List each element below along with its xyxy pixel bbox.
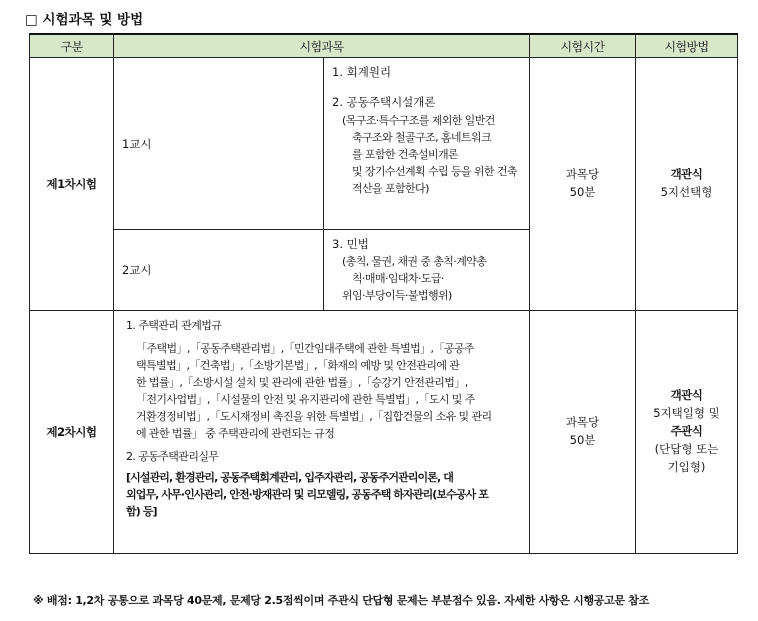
round1-subject2-line: 를 포함한 건축설비개론 (352, 147, 459, 161)
round1-subjects-period1 (324, 58, 530, 230)
round2-subject1-line: 「주택법」,「공동주택관리법」,「민간임대주택에 관한 특별법」,「공공주 (136, 342, 474, 356)
round1-subject1: 1. 회계원리 (332, 65, 392, 79)
round1-subject2-title: 2. 공동주택시설개론 (332, 94, 436, 109)
round2-row (30, 311, 738, 554)
round1-row-period1 (30, 58, 738, 230)
round1-subject2-line: 적산을 포함한다) (352, 181, 429, 195)
round1-period2: 2교시 (114, 230, 324, 311)
exam-subjects-table (29, 33, 738, 554)
round2-time-line1: 과목당 (565, 415, 600, 430)
round1-period1: 1교시 (114, 58, 324, 230)
round1-time-line1: 과목당 (565, 167, 600, 182)
round2-subject2-line: 함) 등] (126, 505, 157, 519)
round2-method-line5: 기입형) (667, 459, 706, 474)
header-category: 구분 (30, 34, 114, 58)
round2-method (636, 311, 738, 554)
round2-label: 제2차시험 (30, 311, 114, 554)
round1-subject2-line: 및 장기수선계획 수립 등을 위한 건축 (352, 164, 517, 178)
round1-time (530, 58, 636, 311)
round1-label: 제1차시험 (30, 58, 114, 311)
round2-method-line3: 주관식 (670, 424, 703, 439)
round1-subject2-line: 축구조와 철골구조, 홈네트워크 (352, 130, 492, 144)
round2-subject1-title: 1. 주택관리 관계법규 (126, 319, 222, 332)
round2-method-line2: 5지택일형 및 (653, 406, 720, 421)
round1-subject3-line: 위임·부당이득·불법행위) (342, 289, 452, 303)
round2-subject1-line: 에 관한 법률」 중 주택관리에 관련되는 규정 (136, 427, 335, 441)
round1-subject3-line: 칙·매매·임대차·도급· (352, 272, 444, 286)
round2-subject1-line: 택특별법」,「건축법」,「소방기본법」,「화재의 예방 및 안전관리에 관 (136, 359, 460, 373)
header-row (30, 34, 738, 58)
round2-method-line4: (단답형 또는 (654, 441, 719, 456)
round1-subjects-period2 (324, 230, 530, 311)
round1-subject3-title: 3. 민법 (332, 236, 369, 251)
round2-subject1-line: 한 법률」,「소방시설 설치 및 관리에 관한 법률」,「승강기 안전관리법」, (136, 376, 468, 390)
round2-time (530, 311, 636, 554)
round2-subject2-title: 2. 공동주택관리실무 (126, 450, 219, 464)
round1-method (636, 58, 738, 311)
scoring-note: ※ 배점: 1,2차 공통으로 과목당 40문제, 문제당 2.5점씩이며 주관식 단답형 문제는 부분점수 있음. 자세한 사항은 시행공고문 참조 (33, 594, 649, 607)
round1-time-line2: 50분 (569, 185, 596, 199)
round1-subject3-line: (총칙, 물권, 채권 중 총칙·계약총 (342, 255, 487, 269)
round2-time-line2: 50분 (569, 433, 596, 447)
round2-subject2-line: 외업무, 사무·인사관리, 안전·방재관리 및 리모델링, 공동주택 하자관리(보수공사 포 (126, 488, 488, 502)
round2-subjects (114, 311, 530, 554)
round1-method-line2: 5지선택형 (660, 185, 713, 199)
round2-subject2-line: [시설관리, 환경관리, 공동주택회계관리, 입주자관리, 공동주거관리이론, 대 (126, 471, 453, 485)
round1-method-line1: 객관식 (670, 167, 703, 182)
section-heading: □ 시험과목 및 방법 (25, 12, 144, 28)
header-time: 시험시간 (530, 34, 636, 58)
round2-method-line1: 객관식 (670, 388, 703, 403)
round2-subject1-line: 「전기사업법」,「시설물의 안전 및 유지관리에 관한 특별법」,「도시 및 주 (136, 393, 475, 407)
round2-subject1-line: 거환경정비법」,「도시재정비 촉진을 위한 특별법」,「집합건물의 소유 및 관리 (136, 410, 492, 424)
header-subjects: 시험과목 (114, 34, 530, 58)
header-method: 시험방법 (636, 34, 738, 58)
round1-subject2-line: (목구조·특수구조를 제외한 일반건 (342, 113, 495, 127)
